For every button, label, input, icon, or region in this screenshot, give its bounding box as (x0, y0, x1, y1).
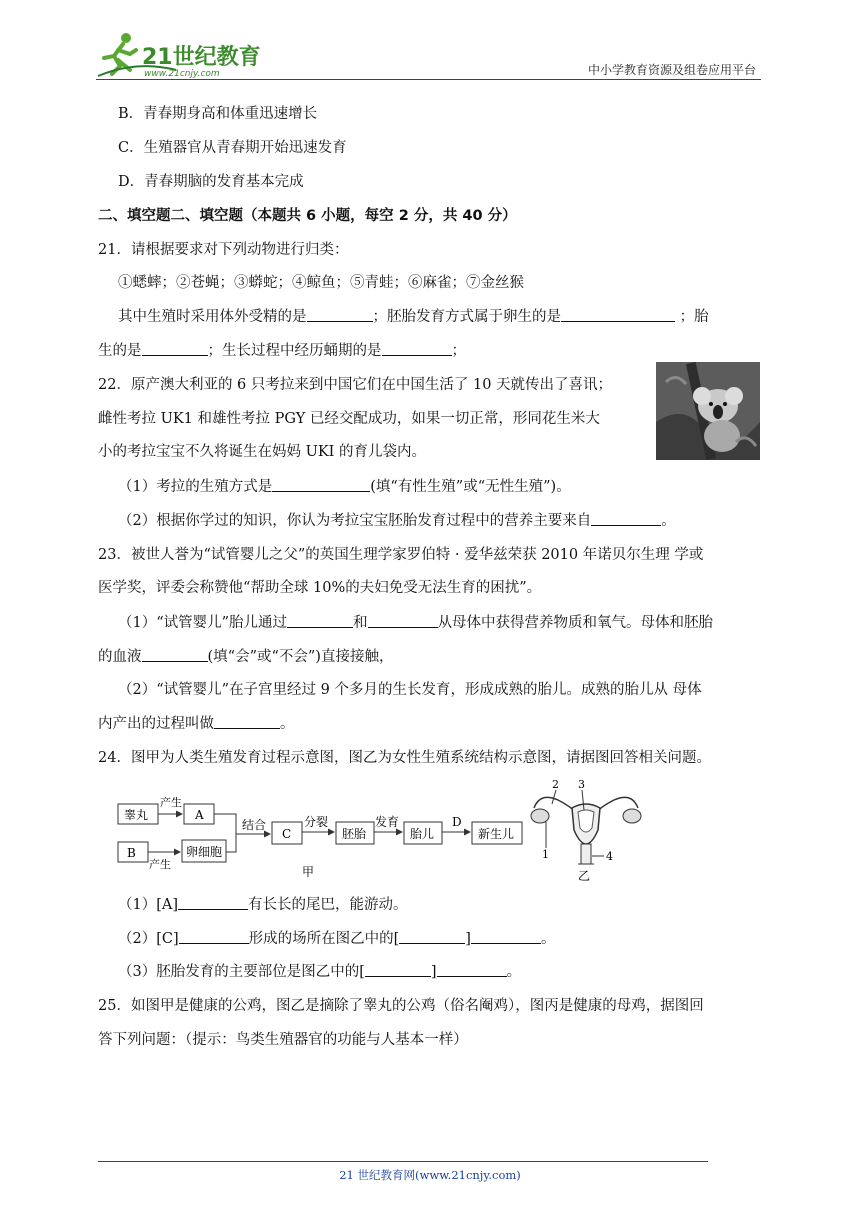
blank[interactable] (591, 511, 661, 526)
option-c: C．生殖器官从青春期开始迅速发育 (118, 140, 347, 156)
label-3: 3 (578, 778, 585, 791)
footer-divider (98, 1161, 708, 1162)
q22-line1: 22．原产澳大利亚的 6 只考拉来到中国它们在中国生活了 10 天就传出了喜讯； (98, 377, 613, 393)
option-b: B．青春期身高和体重迅速增长 (118, 106, 318, 122)
produce-label-a: 产生 (160, 796, 182, 809)
q23-part1-cont: 的血液 (填“会”或“不会”)直接接触， (98, 649, 394, 665)
blank[interactable] (365, 962, 431, 977)
blank[interactable] (307, 307, 373, 322)
testis-label: 睾丸 (124, 808, 149, 822)
blank[interactable] (272, 477, 370, 492)
q24-part1: （1）[A] 有长长的尾巴，能游动。 (118, 897, 408, 913)
q21-line2: 生的是 ；生长过程中经历蛹期的是 ； (98, 343, 466, 359)
blank[interactable] (368, 613, 438, 628)
blank[interactable] (399, 929, 465, 944)
fetus-label: 胎儿 (410, 827, 435, 841)
blank[interactable] (437, 962, 507, 977)
option-d: D．青春期脑的发育基本完成 (118, 174, 304, 190)
combine-label: 结合 (242, 818, 267, 832)
q23-part2: （2）“试管婴儿”在子宫里经过 9 个多月的生长发育，形成成熟的胎儿。成熟的胎儿从 母体 (118, 682, 702, 698)
q22-line3: 小的考拉宝宝不久将诞生在妈妈 UKI 的育儿袋内。 (98, 444, 426, 460)
blank[interactable] (287, 613, 353, 628)
q21-stem: 21．请根据要求对下列动物进行归类： (98, 242, 349, 258)
develop-label: 发育 (375, 815, 400, 829)
q22-part1: （1）考拉的生殖方式是 (填“有性生殖”或“无性生殖”)。 (118, 479, 571, 495)
figure-yi-label: 乙 (578, 869, 591, 883)
q25-line2: 答下列问题：（提示：鸟类生殖器官的功能与人基本一样） (98, 1032, 468, 1048)
logo-url: www.21cnjy.com (144, 69, 220, 79)
q24-stem: 24．图甲为人类生殖发育过程示意图，图乙为女性生殖系统结构示意图，请据图回答相关问题。 (98, 750, 711, 766)
label-2: 2 (552, 778, 559, 791)
newborn-label: 新生儿 (478, 827, 515, 841)
q23-part1: （1）“试管婴儿”胎儿通过 和 从母体中获得营养物质和氧气。母体和胚胎 (118, 615, 714, 631)
produce-label-b: 产生 (149, 858, 171, 871)
c-label: C (282, 827, 292, 841)
q21-line1: 其中生殖时采用体外受精的是 ；胚胎发育方式属于卵生的是 ；胎 (118, 309, 709, 325)
q24-part3: （3）胚胎发育的主要部位是图乙中的[ ] 。 (118, 964, 522, 980)
blank[interactable] (179, 929, 249, 944)
q23-line1: 23．被世人誉为“试管婴儿之父”的英国生理学家罗伯特 · 爱华兹荣获 2010 年诺贝尔生理 学或 (98, 547, 704, 563)
blank[interactable] (214, 714, 280, 729)
q23-part2-cont: 内产出的过程叫做 。 (98, 716, 295, 732)
label-4: 4 (606, 850, 613, 863)
d-label: D (452, 815, 462, 829)
blank[interactable] (178, 895, 248, 910)
blank[interactable] (142, 341, 208, 356)
q22-line2: 雌性考拉 UK1 和雄性考拉 PGY 已经交配成功，如果一切正常，形同花生米大 (98, 411, 600, 427)
q21-animals: ①蟋蟀；②苍蝇；③蟒蛇；④鲸鱼；⑤青蛙；⑥麻雀；⑦金丝猴 (118, 275, 524, 291)
divide-label: 分裂 (304, 815, 329, 829)
q22-part2: （2）根据你学过的知识，你认为考拉宝宝胚胎发育过程中的营养主要来自 。 (118, 513, 676, 529)
blank[interactable] (142, 647, 208, 662)
runner-icon (96, 30, 266, 80)
embryo-label: 胚胎 (342, 827, 367, 841)
q25-line1: 25．如图甲是健康的公鸡，图乙是摘除了睾丸的公鸡（俗名阉鸡），图丙是健康的母鸡，据图回 (98, 998, 704, 1014)
label-1: 1 (542, 848, 549, 861)
b-label: B (127, 846, 136, 860)
diagram-jia (116, 776, 536, 886)
platform-name: 中小学教育资源及组卷应用平台 (587, 63, 756, 77)
blank[interactable] (471, 929, 541, 944)
section-title: 二、填空题二、填空题（本题共 6 小题，每空 2 分，共 40 分） (98, 208, 517, 224)
footer-link[interactable]: 21 世纪教育网(www.21cnjy.com) (339, 1168, 521, 1182)
koala-photo (656, 362, 760, 460)
q24-part2: （2）[C] 形成的场所在图乙中的[ ] 。 (118, 931, 556, 947)
blank[interactable] (561, 307, 675, 322)
female-reproductive-diagram (526, 778, 646, 883)
figure-jia-label: 甲 (302, 865, 315, 879)
header-divider (96, 79, 761, 80)
blank[interactable] (382, 341, 452, 356)
q23-line2: 医学奖，评委会称赞他“帮助全球 10%的夫妇免受无法生育的困扰”。 (98, 580, 542, 596)
logo-text: 21世纪教育 (142, 45, 261, 70)
logo (96, 30, 266, 80)
egg-label: 卵细胞 (186, 845, 223, 859)
a-label: A (195, 808, 204, 822)
